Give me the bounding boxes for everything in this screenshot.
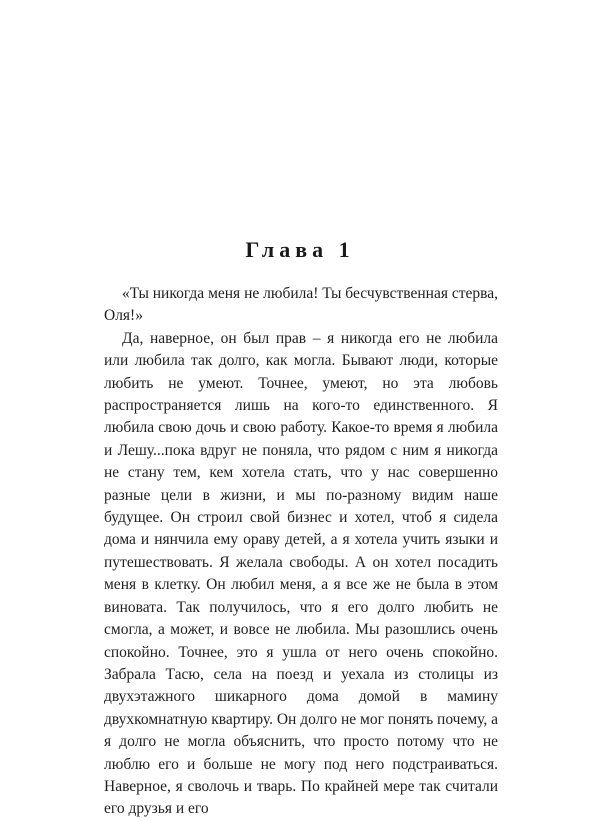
paragraph-opening-quote: «Ты никогда меня не любила! Ты бесчувственная стерва, Оля!» bbox=[104, 285, 498, 325]
chapter-title: Глава 1 bbox=[245, 237, 355, 262]
chapter-body bbox=[104, 283, 498, 821]
paragraph-main: Да, наверное, он был прав – я никогда его не любила или любила так долго, как могла. Бывают люди, которые любить не умеют. Точнее, умеют, но эта любовь распространяется лишь на кого-то единственного. Я любила свою дочь и свою работу. Какое-то время я любила и Лешу...пока вдруг не поняла, что рядом с ним я никогда не стану тем, кем хотела стать, что у нас совершенно разные цели в жизни, и мы по-разному видим наше будущее. Он строил свой бизнес и хотел, чтоб я сидела дома и нянчила ему ораву детей, а я хотела учить языки и путешествовать. Я желала свободы. А он хотел посадить меня в клетку. Он любил меня, а я все же не была в этом виновата. Так получилось, что я его долго любить не смогла, а может, и вовсе не любила. Мы разошлись очень спокойно. Точнее, это я ушла от него очень спокойно. Забрала Тасю, села на поезд и уехала из столицы из двухэтажного шикарного дома домой в мамину двухкомнатную квартиру. Он долго не мог понять почему, а я долго не могла объяснить, что просто потому что не люблю его и больше не могу под него подстраиваться. Наверное, я сволочь и тварь. По крайней мере так считали его друзья и его bbox=[104, 329, 498, 818]
